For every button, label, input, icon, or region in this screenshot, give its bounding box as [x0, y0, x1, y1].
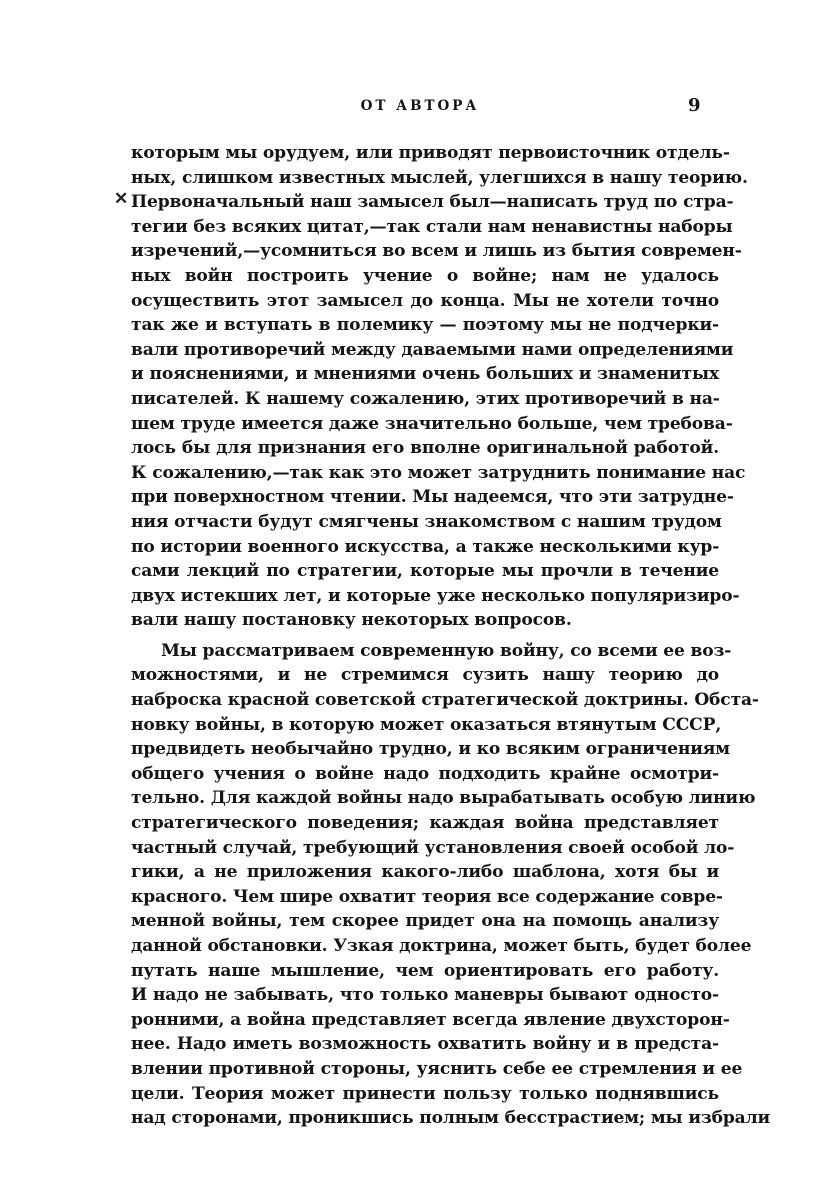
text-line: сами лекций по стратегии, которые мы прочли в течение	[131, 561, 719, 582]
running-title: ОТ АВТОРА	[360, 98, 480, 114]
text-line: новку войны, в которую может оказаться втянутым СССР,	[131, 714, 722, 735]
text-line: осуществить этот замысел до конца. Мы не хотели точно	[131, 290, 719, 311]
text-line: предвидеть необычайно трудно, и ко всяким ограничениям	[131, 739, 730, 760]
text-line: ния отчасти будут смягчены знакомством с нашим трудом	[131, 511, 722, 532]
text-line: писателей. К нашему сожалению, этих противоречий в на-	[131, 388, 720, 409]
text-line: Мы рассматриваем современную войну, со всеми ее воз-	[161, 640, 732, 661]
text-line: стратегического поведения; каждая война представляет	[131, 813, 719, 834]
text-line: двух истекших лет, и которые уже несколько популяризиро-	[131, 585, 740, 606]
text-line: ных, слишком известных мыслей, улегшихся в нашу теорию.	[131, 167, 748, 188]
text-line: гики, а не приложения какого-либо шаблона, хотя бы и	[131, 862, 719, 883]
text-line: и пояснениями, и мнениями очень больших и знаменитых	[131, 364, 719, 385]
text-line: общего учения о войне надо подходить крайне осмотри-	[131, 763, 719, 784]
text-line: цели. Теория может принести пользу только поднявшись	[131, 1083, 719, 1104]
margin-annotation-mark: ✕	[114, 189, 129, 209]
text-line: красного. Чем шире охватит теория все содержание совре-	[131, 886, 723, 907]
text-line: можностями, и не стремимся сузить нашу теорию до	[131, 665, 719, 686]
paragraph-2	[131, 639, 771, 1131]
text-line: данной обстановки. Узкая доктрина, может быть, будет более	[131, 936, 752, 956]
paragraph-1	[131, 141, 748, 633]
text-line: нее. Надо иметь возможность охватить войну и в предста-	[131, 1034, 719, 1055]
text-line: над сторонами, проникшись полным бесстрастием; мы избрали	[131, 1108, 771, 1129]
body-text	[131, 141, 771, 1131]
text-line: шем труде имеется даже значительно больше, чем требова-	[131, 413, 733, 434]
text-line: тегии без всяких цитат,—так стали нам ненавистны наборы	[131, 216, 733, 237]
text-line: лось бы для признания его вполне оригинальной работой.	[131, 438, 719, 459]
text-line: ронними, а война представляет всегда явление двухсторон-	[131, 1009, 730, 1030]
text-line: так же и вступать в полемику — поэтому мы не подчерки-	[131, 315, 719, 336]
text-line: вали противоречий между даваемыми нами определениями	[131, 339, 734, 360]
text-line: вали нашу постановку некоторых вопросов.	[131, 610, 572, 631]
text-line: при поверхностном чтении. Мы надеемся, что эти затрудне-	[131, 487, 734, 508]
text-line: менной войны, тем скорее придет она на помощь анализу	[131, 911, 719, 932]
running-head	[0, 95, 840, 119]
text-line: частный случай, требующий установления своей особой ло-	[131, 837, 735, 858]
text-line: влении противной стороны, уяснить себе ее стремления и ее	[131, 1058, 743, 1079]
page-number: 9	[688, 95, 701, 116]
text-line: которым мы орудуем, или приводят первоисточник отдель-	[131, 143, 730, 163]
text-line: И надо не забывать, что только маневры бывают односто-	[131, 985, 719, 1006]
text-line: ных войн построить учение о войне; нам не удалось	[131, 265, 719, 286]
text-line: К сожалению,—так как это может затруднить понимание нас	[131, 462, 746, 483]
text-line: Первоначальный наш замысел был—написать труд по стра-	[131, 192, 734, 213]
text-line: наброска красной советской стратегической доктрины. Обста-	[131, 690, 759, 711]
text-line: путать наше мышление, чем ориентировать его работу.	[131, 960, 719, 981]
text-line: тельно. Для каждой войны надо вырабатывать особую линию	[131, 788, 756, 809]
text-line: по истории военного искусства, а также несколькими кур-	[131, 536, 720, 557]
text-line: изречений,—усомниться во всем и лишь из бытия современ-	[131, 241, 742, 262]
